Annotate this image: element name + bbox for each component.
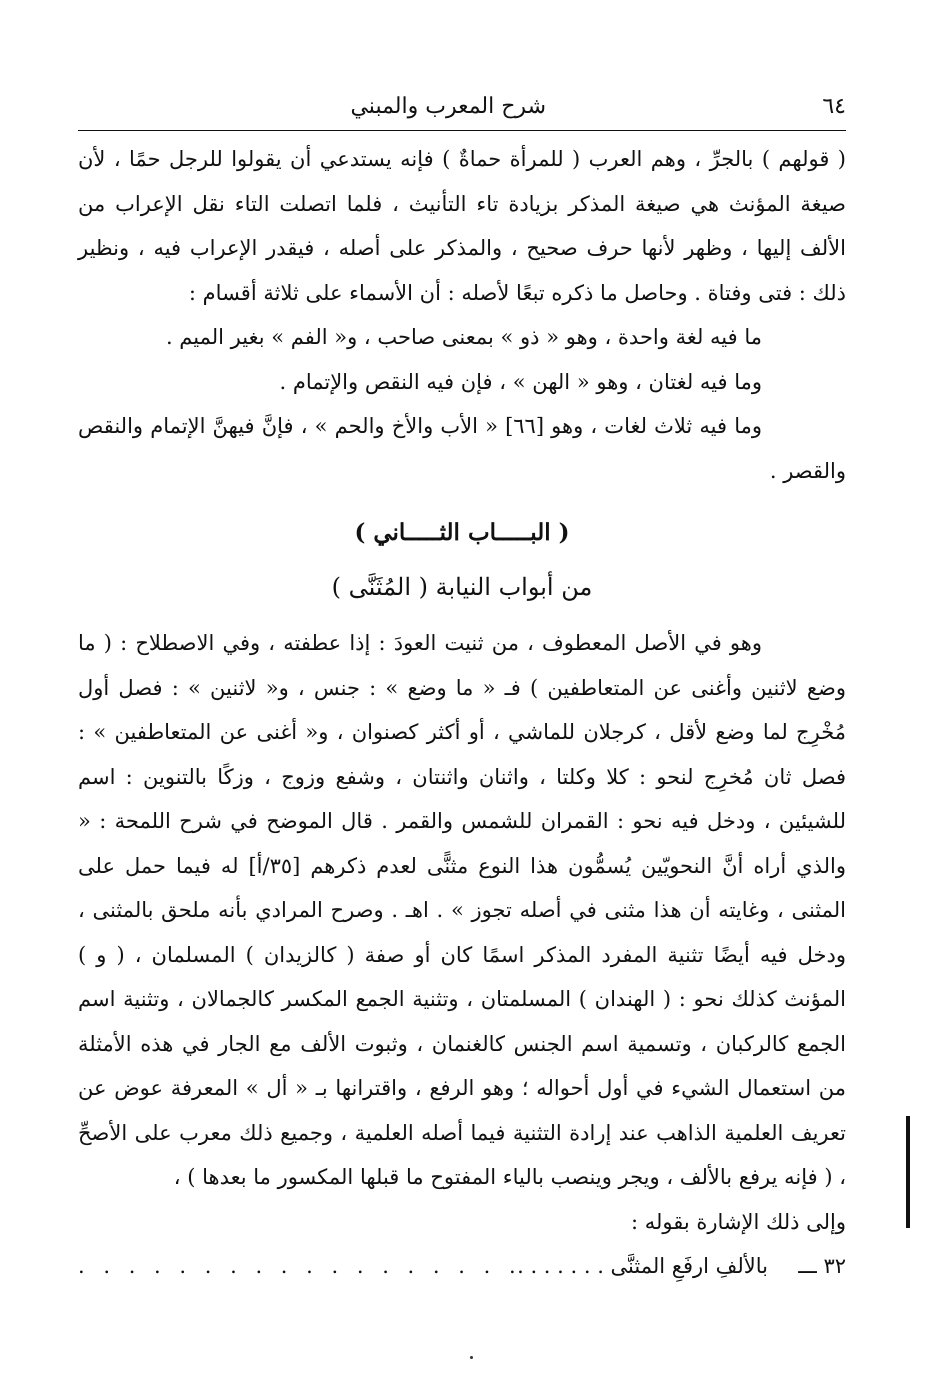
list-item-3-text: وما فيه ثلاث لغات ، وهو [٦٦] « الأب والأخ والحم » ، فإنَّ فيهنَّ الإتمام والنقص والقصر . bbox=[78, 414, 846, 483]
paragraph-dual bbox=[78, 621, 846, 1200]
verse-text: بالألفِ ارفَعِ المثنَّى . . . . . . . bbox=[517, 1254, 768, 1278]
margin-mark bbox=[906, 1116, 910, 1228]
verse-number: ٣٢ ـــ bbox=[798, 1254, 846, 1278]
paragraph-intro: ( قولهم ) بالجرِّ ، وهم العرب ( للمرأة حماةٌ ) فإنه يستدعي أن يقولوا للرجل حمًا ، لأن صيغة المؤنث هي صيغة المذكر بزيادة تاء التأنيث ، فلما اتصلت التاء نقل الإعراب من الألف إليها ، وظهر لأنها حرف صحيح ، والمذكر على أصله ، فيقدر الإعراب فيه ، ونظير ذلك : فتى وفتاة . وحاصل ما ذكره تبعًا لأصله : أن الأسماء على ثلاثة أقسام : bbox=[78, 147, 846, 305]
chapter-subheading: من أبواب النيابة ( المُثَنَّى ) bbox=[331, 573, 593, 601]
paragraph-transition: وإلى ذلك الإشارة بقوله : bbox=[630, 1209, 846, 1234]
chapter-heading: ( البـــــاب الثـــــاني ) bbox=[354, 519, 570, 546]
list-item-2: وما فيه لغتان ، وهو « الهن » ، فإن فيه النقص والإتمام . bbox=[279, 369, 762, 394]
verse-line bbox=[78, 1244, 846, 1288]
list-item-3 bbox=[78, 404, 846, 493]
scan-speck bbox=[470, 1356, 473, 1359]
paragraph-dual-text: وهو في الأصل المعطوف ، من ثنيت العودَ : إذا عطفته ، وفي الاصطلاح : ( ما وضع لاثنين وأغنى عن المتعاطفين ) فـ « ما وضع » : جنس ، و« لاثنين » : فصل أول مُخْرِج لما وضع لأقل ، كرجلان للماشي ، أو أكثر كصنوان ، و« أغنى عن المتعاطفين » : فصل ثان مُخرِج لنحو : كلا وكلتا ، واثنان واثنتان ، وشفع وزوج ، وزكًا بالتنوين : اسم للشيئين ، ودخل فيه نحو : القمران للشمس والقمر . قال الموضح في شرح اللمحة : « والذي أراه أنَّ النحويّين يُسمُّون هذا النوع مثنًّى لعدم ذكرهم [٣٥/أ] له فيما حمل على المثنى ، وغايته أن هذا مثنى في أصله تجوز » . اهـ . وصرح المرادي بأنه ملحق بالمثنى ، ودخل فيه أيضًا تثنية المفرد المذكر اسمًا كان أو صفة ( كالزيدان ) المسلمان ، ( و ) المؤنث كذلك نحو : ( الهندان ) المسلمتان ، وتثنية الجمع المكسر كالجمالان ، وتثنية اسم الجمع كالركبان ، وتسمية اسم الجنس كالغنمان ، وثبوت الألف مع الجار في هذه الأمثلة من استعمال الشيء في أول أحواله ؛ وهو الرفع ، واقترانها بـ « أل » المعرفة عوض عن تعريف العلمية الذاهب عند إرادة التثنية فيما أصله العلمية ، وجميع ذلك معرب على الأصحِّ ، ( فإنه يرفع بالألف ، ويجر وينصب بالياء المفتوح ما قبلها المكسور ما بعدها ) ، bbox=[78, 631, 846, 1189]
verse-dots: . . . . . . . . . . . . . . . . . . bbox=[78, 1254, 522, 1278]
book-page bbox=[78, 88, 846, 1348]
running-title: شرح المعرب والمبني bbox=[350, 94, 546, 119]
page-number: ٦٤ bbox=[822, 94, 846, 119]
page-header bbox=[78, 88, 846, 131]
list-item-1: ما فيه لغة واحدة ، وهو « ذو » بمعنى صاحب ، و« الفم » بغير الميم . bbox=[165, 325, 762, 349]
